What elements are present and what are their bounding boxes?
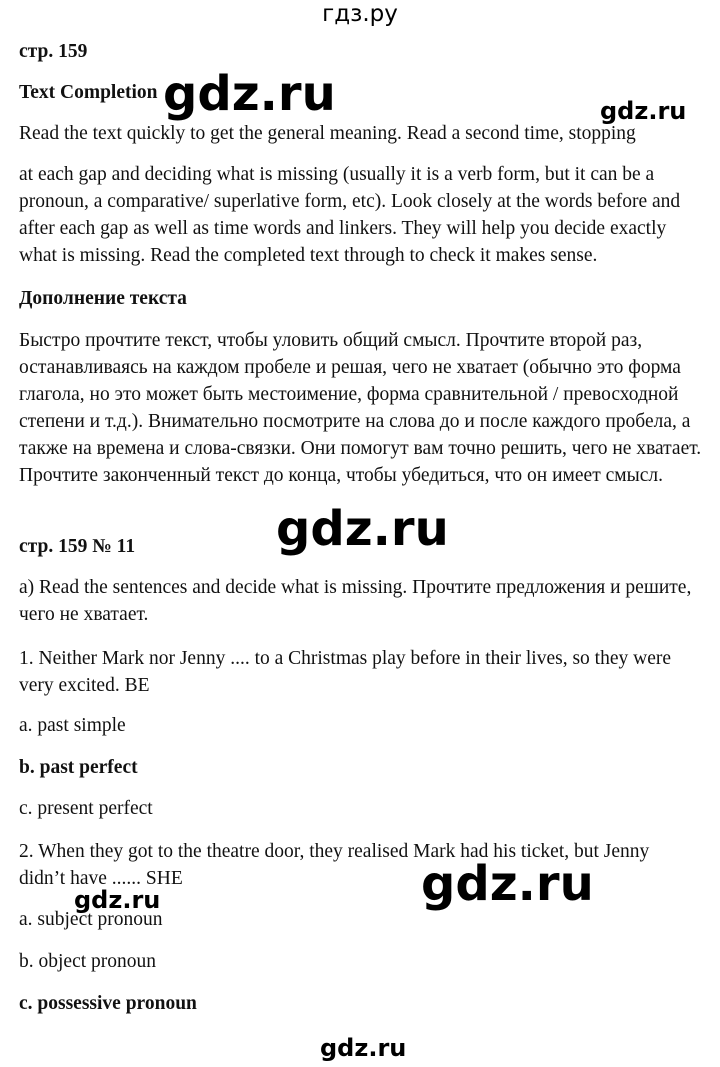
- paragraph-line: Read the text quickly to get the general meaning. Read a second time, stopping: [19, 123, 636, 144]
- watermark-logo: gdz.ru: [163, 66, 336, 122]
- option-2b: b. object pronoun: [19, 951, 157, 972]
- option-1c: c. present perfect: [19, 798, 153, 819]
- exercise-instruction: a) Read the sentences and decide what is missing. Прочтите предложения и решите, чего не хватает.: [19, 577, 692, 625]
- page-number: стр. 159: [19, 41, 88, 62]
- watermark-logo: gdz.ru: [276, 501, 449, 557]
- section-title-ru: Дополнение текста: [19, 288, 187, 309]
- question-1: 1. Neither Mark nor Jenny .... to a Christmas play before in their lives, so they were very excited. BE: [19, 648, 672, 696]
- section-title: Text Completion: [19, 82, 158, 103]
- watermark-logo: gdz.ru: [320, 1034, 407, 1062]
- question-2: 2. When they got to the theatre door, they realised Mark had his ticket, but Jenny didn’t have ...... SHE: [19, 841, 650, 889]
- site-header: гдз.ру: [322, 1, 398, 27]
- exercise-page-number: стр. 159 № 11: [19, 536, 136, 557]
- watermark-logo: gdz.ru: [600, 97, 687, 125]
- option-2c: c. possessive pronoun: [19, 993, 197, 1014]
- paragraph-ru: Быстро прочтите текст, чтобы уловить общий смысл. Прочтите второй раз, останавливаясь на каждом пробеле и решая, чего не хватает (обычно это форма глагола, но это может быть местоимение, форма сравнительной / превосходной степени и т.д.). Внимательно посмотрите на слова до и после каждого пробела, а также на времена и слова-связки. Они помогут вам точно решить, чего не хватает. Прочтите законченный текст до конца, чтобы убедиться, что он имеет смысл.: [19, 330, 702, 486]
- option-1a: a. past simple: [19, 715, 126, 736]
- option-2a: a. subject pronoun: [19, 909, 163, 930]
- watermark-logo: gdz.ru: [421, 856, 594, 912]
- watermark-logo: gdz.ru: [74, 886, 161, 914]
- option-1b: b. past perfect: [19, 757, 138, 778]
- paragraph: at each gap and deciding what is missing (usually it is a verb form, but it can be a pronoun, a comparative/ superlative form, etc). Look closely at the words before and after each gap as well as time words and linkers. They will help you decide exactly what is missing. Read the completed text through to check it makes sense.: [19, 164, 681, 266]
